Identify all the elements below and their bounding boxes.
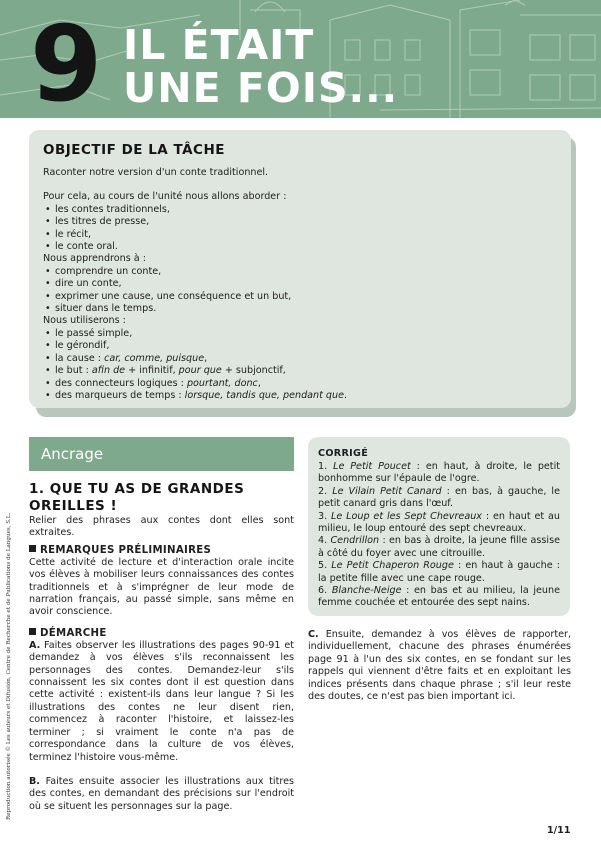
demarche-heading-text: DÉMARCHE [40,627,107,639]
tale-title: Le Petit Chaperon Rouge [331,560,454,572]
chapter-number: 9 [30,3,99,118]
list-item [43,353,557,365]
item-text: le but : [55,365,92,377]
list-item: • situer dans le temps. [43,303,557,315]
item-text: , [204,352,208,364]
step-c-column [308,629,571,703]
demarche-heading [29,627,294,640]
item-text: : en bas et au milieu, la jeune femme couchée et entourée des sept nains. [318,585,561,609]
prelim-text: Cette activité de lecture et d'interaction orale incite vos élèves à mobiliser leurs connaissances des contes traditionnels et à s'imprégner de leur mode de narration français, au passé simple, sans même en avoir conscience. [29,556,294,618]
item-text: : en haut, à droite, le petit bonhomme sur l'épaule de l'ogre. [318,461,560,485]
step-c-label: C. [308,629,319,640]
corrige-item [318,585,560,610]
item-examples: pourtant, donc [186,377,258,389]
activity-subtitle: Relier des phrases aux contes dont elles sont extraites. [29,515,294,539]
prelim-heading [29,544,294,557]
square-bullet-icon [29,628,36,635]
step-a [29,640,294,764]
item-text: . [344,389,348,401]
list-item: • le récit, [43,229,557,241]
step-b [29,776,294,813]
apprendre-label: Nous apprendrons à : [43,253,146,265]
list-item: • les contes traditionnels, [43,204,557,216]
corrige-item [318,535,560,560]
item-text: : en haut à gauche : la petite fille avec une cape rouge. [318,560,560,584]
step-a-label: A. [29,639,41,651]
step-c [308,629,571,703]
step-c-text: Ensuite, demandez à vos élèves de rapporter, individuellement, chacune des phrases énumérées page 91 à l'un des six contes, en se fondant sur les rappels qui viennent d'être faits et en exploitant les indices présents dans chaque phrase ; s'il leur reste des doutes, ce n'est pas bien important ici. [308,629,571,703]
chapter-title-line2: UNE FOIS... [123,64,399,112]
item-text: la cause : [55,352,105,364]
list-item: • exprimer une cause, une conséquence et un but, [43,291,557,303]
item-text: : en bas à droite, la jeune fille assise à côté du foyer avec une citrouille. [318,535,560,559]
corrige-box [308,437,570,616]
objective-box [29,130,571,408]
item-text: + subjonctif, [221,365,286,377]
list-item: • comprendre un conte, [43,266,557,278]
step-b-text: Faites ensuite associer les illustrations aux titres des contes, en demandant des précisions sur l'endroit où se situent les personnages sur la page. [29,775,294,812]
list-item [43,378,557,390]
ancrage-banner: Ancrage [29,437,294,471]
corrige-item [318,486,560,511]
item-text: + infinitif, [125,365,179,377]
item-number: 6. [318,585,332,597]
utiliser-list [43,328,557,402]
square-bullet-icon [29,545,36,552]
list-item: • les titres de presse, [43,216,557,228]
item-examples: car, comme, puisque [104,352,205,364]
prelim-heading-text: REMARQUES PRÉLIMINAIRES [40,544,212,556]
aborder-list [43,204,557,254]
item-examples: pour que [178,365,222,377]
utiliser-label: Nous utiliserons : [43,315,126,327]
step-a-text: Faites observer les illustrations des pages 90-91 et demandez à vos élèves s'ils reconnaissent les personnages des contes. Demandez-leur s'ils connaissent les six contes dont il est question dans cette activité : existent-ils dans leur langue ? Si les illustrations des contes ne leur disent rien, commencez à raconter l'histoire, et laissez-les terminer ; si vraiment le conte n'a pas de correspondance dans la culture de vos élèves, terminez l'histoire vous-même. [29,639,294,763]
chapter-header [0,0,601,118]
item-examples: lorsque, tandis que, pendant que [184,389,345,401]
tale-title: Cendrillon [330,535,380,547]
item-text: : en bas, à gauche, le petit canard gris dans l'œuf. [318,485,560,510]
activity-title: 1. QUE TU AS DE GRANDES OREILLES ! [29,481,245,514]
list-item: • le passé simple, [43,328,557,340]
item-number: 3. [318,510,332,522]
list-item: • le conte oral. [43,241,557,253]
tale-title: Blanche-Neige [331,585,402,597]
corrige-item [318,511,560,536]
step-b-label: B. [29,775,40,787]
item-text: des connecteurs logiques : [55,377,187,389]
corrige-heading: CORRIGÉ [318,448,369,459]
objective-intro: Raconter notre version d'un conte traditionnel. [43,167,269,178]
item-text: des marqueurs de temps : [55,389,185,401]
tale-title: Le Loup et les Sept Chevreaux [331,510,482,522]
objective-heading: OBJECTIF DE LA TÂCHE [43,142,225,158]
list-item: • le gérondif, [43,340,557,352]
chapter-title-line1: IL ÉTAIT [123,21,315,69]
activity-column [29,481,294,813]
list-item [43,390,557,402]
apprendre-list [43,266,557,316]
item-number: 1. [318,461,334,472]
item-number: 4. [318,535,331,547]
list-item: • dire un conte, [43,278,557,290]
item-number: 2. [318,485,333,497]
list-item [43,365,557,377]
page-number: 1/11 [547,825,571,836]
item-text: , [257,377,261,389]
tale-title: Le Petit Poucet [333,461,411,472]
corrige-item [318,560,560,585]
tale-title: Le Vilain Petit Canard [332,485,442,497]
item-text: : en haut et au milieu, le loup entouré des sept chevreaux. [318,510,560,535]
corrige-item [318,461,560,486]
aborder-label: Pour cela, au cours de l'unité nous allons aborder : [43,191,287,203]
item-number: 5. [318,560,332,572]
item-examples: afin de [91,365,126,377]
copyright-credit: Reproduction autorisée © Les auteurs et Difusión, Centre de Recherche et de Publications de Langues, S.L. [6,512,12,820]
